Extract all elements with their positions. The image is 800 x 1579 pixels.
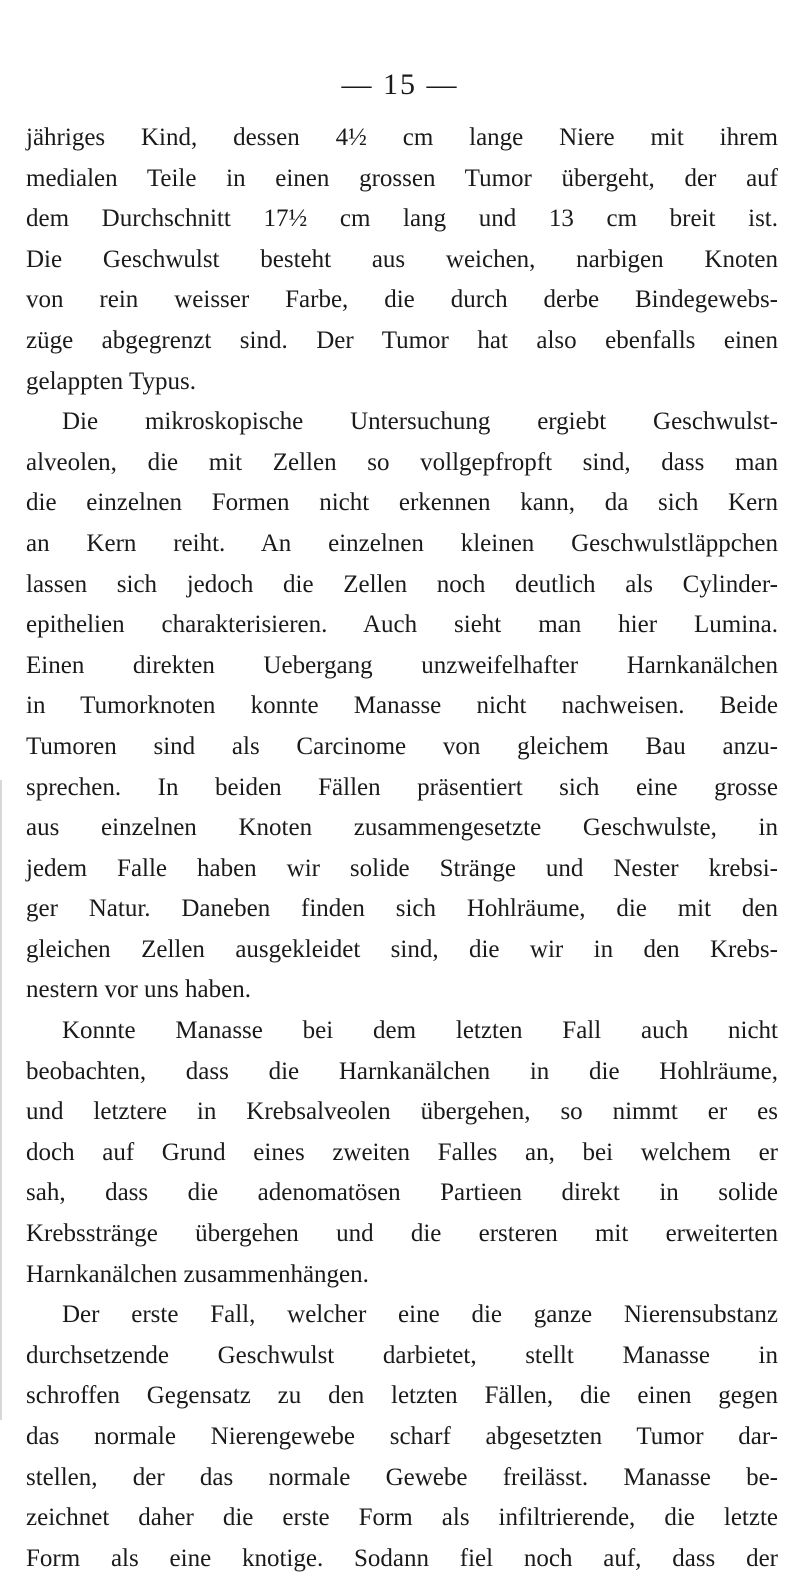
text-line: sprechen. In beiden Fällen präsentiert sich eine grosse bbox=[26, 773, 778, 801]
text-line: gleichen Zellen ausgekleidet sind, die wir in den Krebs- bbox=[26, 935, 778, 963]
text-line: Form als eine knotige. Sodann fiel noch auf, dass der bbox=[26, 1544, 778, 1572]
text-line: dem Durchschnitt 17½ cm lang und 13 cm breit ist. bbox=[26, 205, 778, 233]
text-line: Tumoren sind als Carcinome von gleichem Bau anzu- bbox=[26, 732, 778, 760]
text-line: das normale Nierengewebe scharf abgesetzten Tumor dar- bbox=[26, 1423, 778, 1450]
text-line: beobachten, dass die Harnkanälchen in die Hohlräume, bbox=[26, 1057, 778, 1085]
text-line: und letztere in Krebsalveolen übergehen, so nimmt er es bbox=[26, 1098, 778, 1126]
text-line: gelappten Typus. bbox=[26, 367, 196, 395]
text-line: epithelien charakterisieren. Auch sieht man hier Lumina. bbox=[26, 611, 778, 639]
text-line: jähriges Kind, dessen 4½ cm lange Niere mit ihrem bbox=[26, 124, 778, 151]
text-line: ger Natur. Daneben finden sich Hohlräume, die mit den bbox=[26, 895, 778, 923]
text-line: Die mikroskopische Untersuchung ergiebt Geschwulst- bbox=[62, 408, 778, 436]
text-line: Harnkanälchen zusammenhängen. bbox=[26, 1260, 369, 1288]
text-line: in Tumorknoten konnte Manasse nicht nachweisen. Beide bbox=[26, 692, 778, 720]
text-line: Die Geschwulst besteht aus weichen, narbigen Knoten bbox=[26, 245, 778, 273]
text-line: an Kern reiht. An einzelnen kleinen Geschwulstläppchen bbox=[26, 529, 778, 557]
page-number: — 15 — bbox=[341, 68, 459, 101]
body-text bbox=[26, 118, 778, 1579]
text-line: Einen direkten Uebergang unzweifelhafter Harnkanälchen bbox=[26, 651, 778, 679]
text-line: Krebsstränge übergehen und die ersteren mit erweiterten bbox=[26, 1220, 778, 1248]
text-line: durchsetzende Geschwulst darbietet, stellt Manasse in bbox=[26, 1341, 778, 1369]
text-line: von rein weisser Farbe, die durch derbe Bindegewebs- bbox=[26, 286, 778, 314]
text-line: alveolen, die mit Zellen so vollgepfropft sind, dass man bbox=[26, 448, 778, 476]
text-line: medialen Teile in einen grossen Tumor übergeht, der auf bbox=[26, 164, 778, 192]
text-line: züge abgegrenzt sind. Der Tumor hat also ebenfalls einen bbox=[26, 326, 778, 354]
text-line: Konnte Manasse bei dem letzten Fall auch nicht bbox=[62, 1017, 778, 1045]
text-line: jedem Falle haben wir solide Stränge und Nester krebsi- bbox=[26, 854, 778, 882]
page-edge-shadow bbox=[0, 780, 2, 1420]
text-line: zeichnet daher die erste Form als infiltrierende, die letzte bbox=[26, 1504, 778, 1532]
text-line: stellen, der das normale Gewebe freilässt. Manasse be- bbox=[26, 1463, 778, 1491]
text-line: die einzelnen Formen nicht erkennen kann, da sich Kern bbox=[26, 489, 778, 517]
text-line: lassen sich jedoch die Zellen noch deutlich als Cylinder- bbox=[26, 570, 778, 598]
text-line: schroffen Gegensatz zu den letzten Fällen, die einen gegen bbox=[26, 1382, 778, 1410]
text-line: Der erste Fall, welcher eine die ganze Nierensubstanz bbox=[62, 1301, 778, 1329]
text-line: doch auf Grund eines zweiten Falles an, bei welchem er bbox=[26, 1138, 778, 1166]
text-line: nestern vor uns haben. bbox=[26, 976, 251, 1004]
text-line: sah, dass die adenomatösen Partieen direkt in solide bbox=[26, 1179, 778, 1207]
text-line: aus einzelnen Knoten zusammengesetzte Geschwulste, in bbox=[26, 814, 778, 842]
